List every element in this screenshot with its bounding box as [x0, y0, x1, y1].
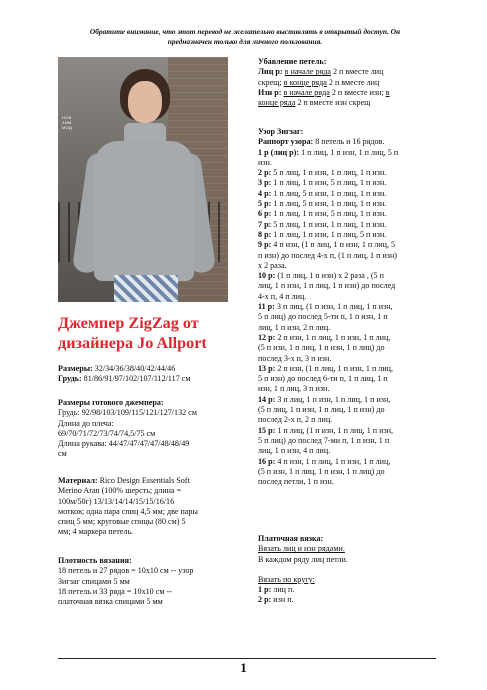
zigzag-row-text: 3 п лиц, (1 п изн, 1 п лиц, 1 п изн,	[274, 302, 393, 312]
zigzag-row-label: 15 р:	[258, 425, 276, 435]
dec-knit-end: в конце ряда	[283, 77, 327, 87]
zigzag-row-text: 1 п лиц, 1 п изн, 1 п лиц, 5 п	[299, 147, 399, 157]
zigzag-row-continuation: лиц, 1 п изн, 1 п лиц, 1 п изн) до послед	[258, 281, 396, 291]
zigzag-row-text: 1 п лиц, 1 п изн, 1 п лиц, 5 п изн.	[271, 229, 387, 239]
dec-knit-text-2: скрещ;	[258, 77, 284, 87]
zigzag-row-label: 6 р:	[258, 209, 272, 219]
materials-line-2: Merino Aran (100% шерсть; длина =	[58, 486, 182, 496]
zigzag-row-label: 3 р:	[258, 178, 272, 188]
dec-knit-label: Лиц р:	[258, 67, 283, 77]
dec-purl-text-1: 2 п вместе изн;	[329, 87, 386, 97]
garter-round-label: Вязать по кругу:	[258, 574, 315, 584]
notice-line-1: Обратите внимание, что этот перевод не желательно выставлять в открытый доступ. Он	[89, 27, 401, 36]
zigzag-row-label: 4 р:	[258, 188, 272, 198]
zigzag-row-label: 12 р:	[258, 332, 276, 342]
zigzag-row-label: 11 р:	[258, 302, 275, 312]
sleeve-unit: см	[58, 449, 67, 459]
decrease-heading: Убавление петель:	[258, 57, 327, 66]
dec-knit-text-1: 2 п вместе лиц	[330, 67, 384, 77]
garter-rows-text: В каждом ряду лиц петли.	[258, 554, 348, 564]
decrease-block	[258, 57, 436, 108]
dec-knit-start: в начале ряда	[284, 67, 331, 77]
model-photo	[58, 57, 228, 302]
zigzag-repeat-label: Раппорт узора:	[258, 137, 314, 147]
zigzag-row-label: 13 р:	[258, 363, 276, 373]
finished-heading: Размеры готового джемпера:	[58, 398, 164, 407]
zigzag-row-continuation: изн.	[258, 157, 272, 167]
footer-rule	[58, 658, 436, 659]
zigzag-row-label: 5 р:	[258, 199, 272, 209]
zigzag-row-continuation: послед петли, 1 п изн.	[258, 477, 334, 487]
zigzag-row-continuation: (5 п изн, 1 п лиц, 1 п изн, 1 п лиц) до	[258, 466, 385, 476]
zigzag-row	[258, 168, 436, 178]
garter-round-1-text: лиц п.	[271, 585, 295, 595]
zigzag-row-label: 16 р:	[258, 456, 276, 466]
garter-round-2-label: 2 р:	[258, 595, 272, 605]
sleeve-label: Длина рукава: 44/47/47/47/47/48/48/49	[58, 439, 190, 449]
zigzag-row-continuation: (5 п лиц, 1 п изн, 1 п лиц, 1 п изн) до	[258, 405, 385, 415]
zigzag-heading: Узор Зигзаг:	[258, 127, 304, 136]
dec-purl-label: Изн р:	[258, 87, 282, 97]
zigzag-row-text: 2 п изн, (1 п лиц, 1 п изн, 1 п лиц,	[275, 363, 394, 373]
sizes-value: 32/34/36/38/40/42/44/46	[92, 364, 176, 373]
zigzag-row-text: (1 п лиц, 1 п изн) х 2 раза , (5 п	[275, 271, 384, 281]
materials-line-4: мотков; одна пара спиц 4,5 мм; две пары	[58, 506, 198, 516]
finished-bust: Грудь: 92/98/103/109/115/121/127/132 см	[58, 408, 197, 418]
photo-patterned-trousers	[114, 275, 178, 302]
notice-line-2: предназначен только для личного пользования.	[167, 37, 323, 46]
zigzag-row-text: 4 п изн, (1 п лиц, 1 п изн, 1 п лиц, 5	[271, 240, 396, 250]
zigzag-row	[258, 426, 436, 457]
zigzag-row-label: 8 р:	[258, 229, 272, 239]
zigzag-row-continuation: п изн) до послед 4-х п, (1 п лиц, 1 п изн)	[258, 250, 398, 260]
zigzag-row-label: 1 р (лиц р):	[258, 147, 300, 157]
zigzag-row	[258, 395, 436, 426]
zigzag-row	[258, 199, 436, 209]
sizes-label: Размеры:	[58, 364, 93, 373]
zigzag-row-continuation: 5 п лиц) до послед 5-ти п, 1 п изн, 1 п	[258, 312, 388, 322]
zigzag-row	[258, 302, 436, 333]
dec-purl-end-2: конце ряда	[258, 98, 296, 108]
photo-face	[128, 81, 162, 123]
zigzag-row-text: 1 п лиц, (1 п изн, 1 п лиц, 1 п изн,	[275, 425, 394, 435]
gauge-block	[58, 556, 243, 607]
materials-block	[58, 476, 243, 538]
zigzag-row-text: 3 п лиц, 1 п изн, 1 п лиц, 1 п изн,	[275, 394, 391, 404]
bust-label: Грудь:	[58, 374, 82, 384]
zigzag-row	[258, 189, 436, 199]
zigzag-row-continuation: изн, 1 п лиц, 3 п изн.	[258, 384, 330, 394]
pattern-title: Джемпер ZigZag от дизайнера Jo Allport	[58, 314, 207, 352]
materials-line-6: мм; 4 маркера петель.	[58, 527, 134, 537]
finished-size-block	[58, 398, 243, 460]
zigzag-row-label: 10 р:	[258, 271, 276, 281]
zigzag-row-continuation: 5 п изн) до послед 6-ти п, 1 п лиц, 1 п	[258, 374, 388, 384]
zigzag-row	[258, 457, 436, 488]
gauge-line-4: платочная вязка спицами 5 мм	[58, 597, 163, 607]
zigzag-row	[258, 220, 436, 230]
zigzag-row-continuation: 5 п лиц) до послед 7-ми п, 1 п изн, 1 п	[258, 435, 390, 445]
zigzag-row-label: 7 р:	[258, 219, 272, 229]
zigzag-block	[258, 127, 436, 487]
zigzag-row-text: 5 п лиц, 1 п изн, 1 п лиц, 1 п изн.	[271, 219, 387, 229]
zigzag-row	[258, 333, 436, 364]
gauge-line-3: 18 петель и 33 ряда = 10x10 см --	[58, 586, 172, 596]
garter-rows-label: Вязать лиц и изн рядами.	[258, 544, 345, 554]
materials-label: Материал:	[58, 476, 98, 485]
gauge-line-1: 18 петель и 27 рядов = 10x10 см -- узор	[58, 566, 194, 576]
dec-purl-end-1: в	[385, 87, 390, 97]
zigzag-row-continuation: 4-х п, 4 п лиц.	[258, 291, 307, 301]
page-number: 1	[240, 660, 247, 675]
photo-sweater	[94, 141, 194, 281]
zigzag-row	[258, 209, 436, 219]
zigzag-row	[258, 230, 436, 240]
dec-purl-text-2: 2 п вместе изн скрещ	[295, 98, 371, 108]
zigzag-row-continuation: послед 3-х п, 3 п изн.	[258, 353, 332, 363]
garter-round-2-text: изн п.	[271, 595, 294, 605]
garter-heading: Платочная вязка:	[258, 534, 324, 543]
materials-line-1: Rico Design Essentials Soft	[97, 476, 190, 485]
zigzag-row	[258, 364, 436, 395]
dec-knit-text-3: 2 п вместе лиц	[326, 77, 380, 87]
zigzag-row-continuation: лиц, 1 п изн, 2 п лиц.	[258, 322, 331, 332]
gauge-line-2: Зигзаг спицами 5 мм	[58, 576, 130, 586]
zigzag-row-label: 14 р:	[258, 394, 276, 404]
bust-value: 81/86/91/97/102/107/112/117 см	[81, 374, 191, 384]
shoulder-label: Длина до плеча:	[58, 418, 114, 428]
zigzag-row-continuation: лиц, 1 п изн, 4 п лиц.	[258, 446, 331, 456]
zigzag-row-text: 2 п изн, 1 п лиц, 1 п изн, 1 п лиц,	[275, 332, 391, 342]
zigzag-row-text: 1 п лиц, 5 п изн, 1 п лиц, 1 п изн.	[271, 199, 387, 209]
garter-block	[258, 534, 436, 606]
zigzag-row	[258, 178, 436, 188]
zigzag-row	[258, 240, 436, 271]
notice	[40, 27, 450, 47]
zigzag-row-continuation: (5 п изн, 1 п лиц, 1 п изн, 1 п лиц) до	[258, 343, 385, 353]
materials-line-3: 100м/50г) 13/13/14/14/15/15/16/16	[58, 496, 175, 506]
materials-line-5: спиц 5 мм; круговые спицы (80 см) 5	[58, 517, 186, 527]
shoulder-value: 69/70/71/72/73/74/74,5/75 см	[58, 428, 156, 438]
sizes-block	[58, 364, 243, 385]
zigzag-row-text: 1 п лиц, 5 п изн, 1 п лиц, 1 п изн.	[271, 188, 387, 198]
zigzag-repeat-value: 8 петель и 16 рядов.	[313, 137, 385, 147]
photo-magazine-label: НОВ ЗИМ МОД	[62, 115, 72, 130]
zigzag-row	[258, 271, 436, 302]
zigzag-row-label: 9 р:	[258, 240, 272, 250]
garter-round-1-label: 1 р:	[258, 585, 272, 595]
zigzag-row-text: 4 п изн, 1 п лиц, 1 п изн, 1 п лиц,	[275, 456, 391, 466]
zigzag-row-text: 5 п лиц, 1 п изн, 1 п лиц, 1 п изн.	[271, 168, 387, 178]
zigzag-row-text: 1 п лиц, 1 п изн, 5 п лиц, 1 п изн.	[271, 178, 387, 188]
dec-purl-start: в начале ряда	[283, 87, 330, 97]
zigzag-rows	[258, 148, 436, 488]
zigzag-row-label: 2 р:	[258, 168, 272, 178]
zigzag-row-continuation: х 2 раза.	[258, 260, 287, 270]
zigzag-row	[258, 148, 436, 169]
gauge-heading: Плотность вязания:	[58, 556, 132, 565]
zigzag-row-text: 1 п лиц, 1 п изн, 5 п лиц, 1 п изн.	[271, 209, 387, 219]
zigzag-row-continuation: послед 2-х п, 2 п лиц.	[258, 415, 333, 425]
